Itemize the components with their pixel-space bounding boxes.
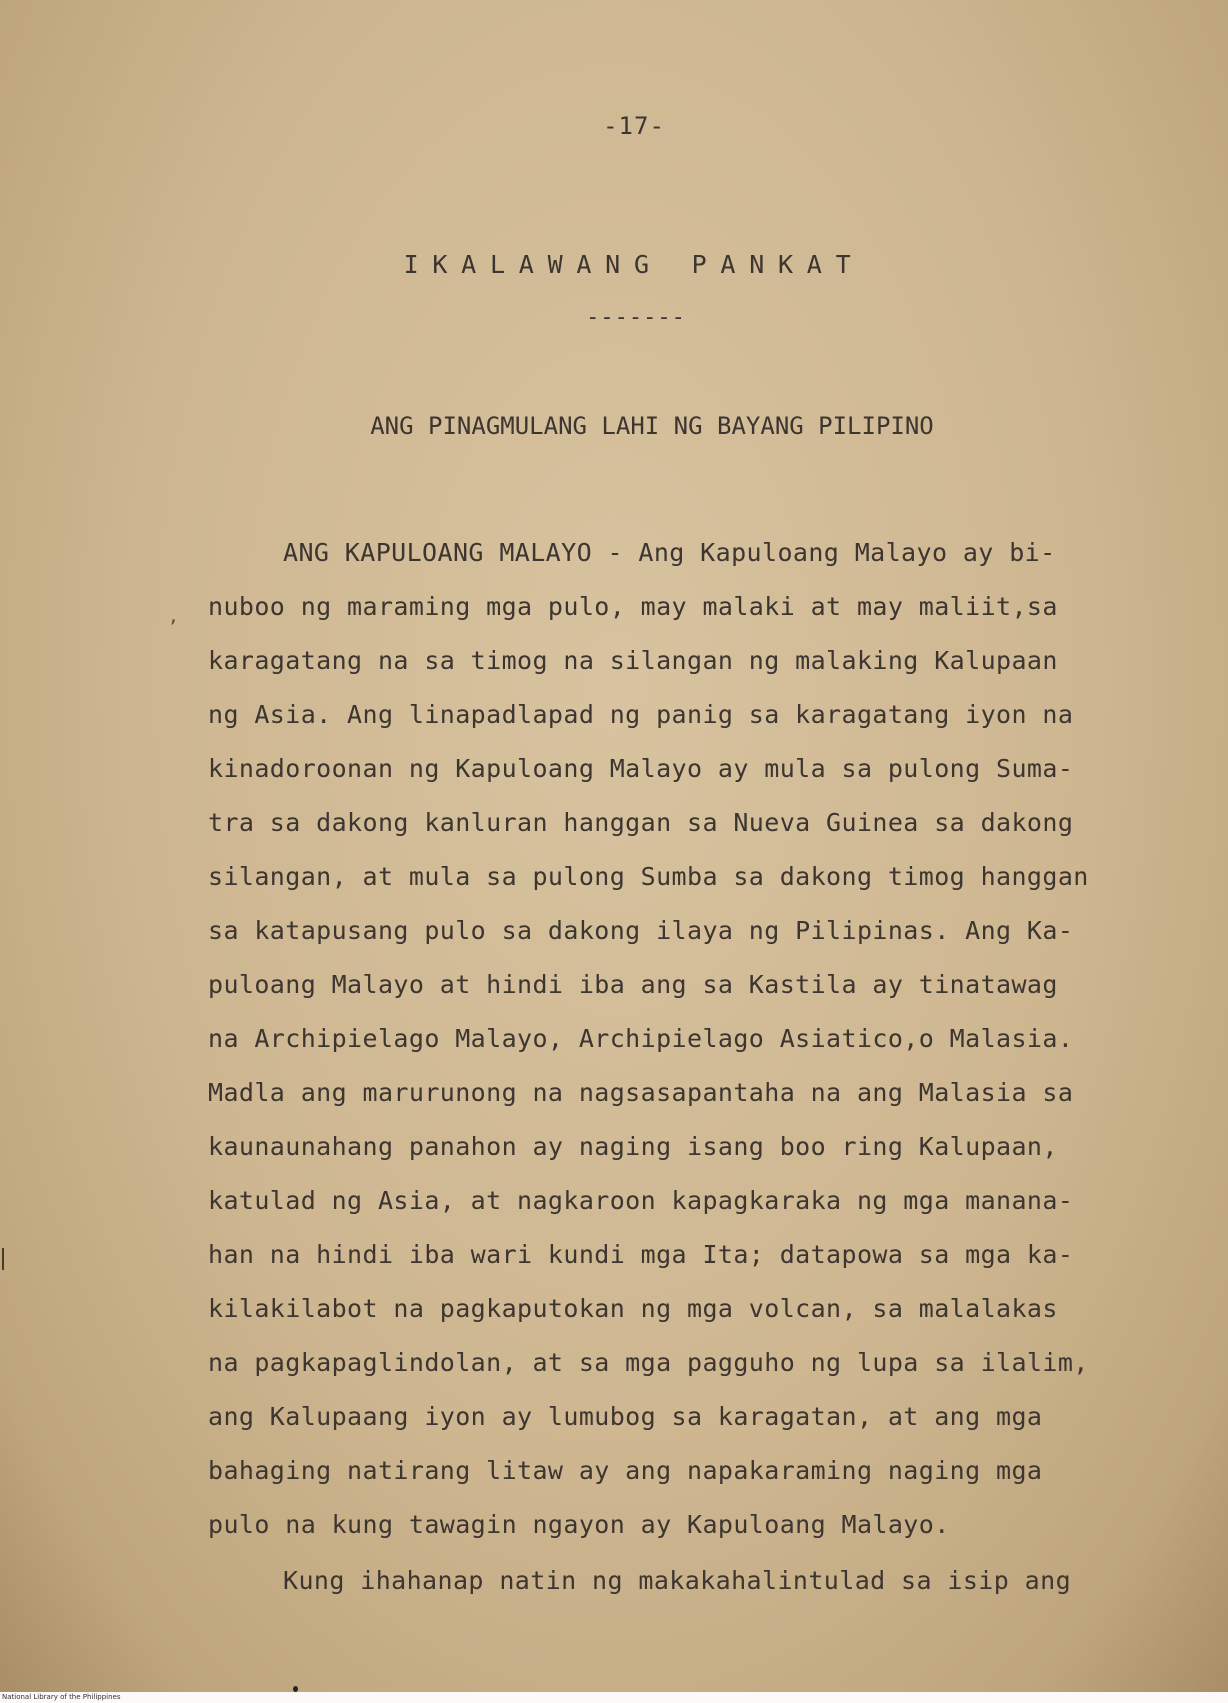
page-number: -17- <box>603 112 665 140</box>
body-line: karagatang na sa timog na silangan ng malaking Kalupaan <box>208 646 1058 675</box>
footer-text: National Library of the Philippines <box>2 1693 121 1701</box>
body-line: bahaging natirang litaw ay ang napakaraming naging mga <box>208 1456 1043 1485</box>
body-line: sa katapusang pulo sa dakong ilaya ng Pilipinas. Ang Ka- <box>208 916 1074 945</box>
body-line: kinadoroonan ng Kapuloang Malayo ay mula sa pulong Suma- <box>208 754 1074 783</box>
title-divider: ------- <box>586 305 686 330</box>
body-line: na Archipielago Malayo, Archipielago Asiatico,o Malasia. <box>208 1024 1074 1053</box>
edge-mark <box>2 1248 4 1270</box>
body-line: kaunaunahang panahon ay naging isang boo ring Kalupaan, <box>208 1132 1058 1161</box>
body-line: silangan, at mula sa pulong Sumba sa dakong timog hanggan <box>208 862 1089 891</box>
body-line: pulo na kung tawagin ngayon ay Kapuloang Malayo. <box>208 1510 950 1539</box>
footer-strip <box>0 1692 1228 1703</box>
body-line: nuboo ng maraming mga pulo, may malaki at may maliit,sa <box>208 592 1058 621</box>
body-line: na pagkapaglindolan, at sa mga pagguho ng lupa sa ilalim, <box>208 1348 1089 1377</box>
body-line: han na hindi iba wari kundi mga Ita; datapowa sa mga ka- <box>208 1240 1074 1269</box>
section-title: IKALAWANG PANKAT <box>403 250 865 279</box>
body-line: tra sa dakong kanluran hanggan sa Nueva Guinea sa dakong <box>208 808 1074 837</box>
body-line: ang Kalupaang iyon ay lumubog sa karagatan, at ang mga <box>208 1402 1043 1431</box>
body-line: Kung ihahanap natin ng makakahalintulad sa isip ang <box>283 1566 1072 1595</box>
body-line: ng Asia. Ang linapadlapad ng panig sa karagatang iyon na <box>208 700 1074 729</box>
body-line: Madla ang marurunong na nagsasapantaha na ang Malasia sa <box>208 1078 1074 1107</box>
body-line: puloang Malayo at hindi iba ang sa Kastila ay tinatawag <box>208 970 1058 999</box>
body-line: katulad ng Asia, at nagkaroon kapagkaraka ng mga manana- <box>208 1186 1074 1215</box>
chapter-title: ANG PINAGMULANG LAHI NG BAYANG PILIPINO <box>370 412 934 440</box>
body-line: kilakilabot na pagkaputokan ng mga volcan, sa malalakas <box>208 1294 1058 1323</box>
margin-mark: , <box>168 606 179 627</box>
body-line: ANG KAPULOANG MALAYO - Ang Kapuloang Malayo ay bi- <box>283 538 1056 567</box>
